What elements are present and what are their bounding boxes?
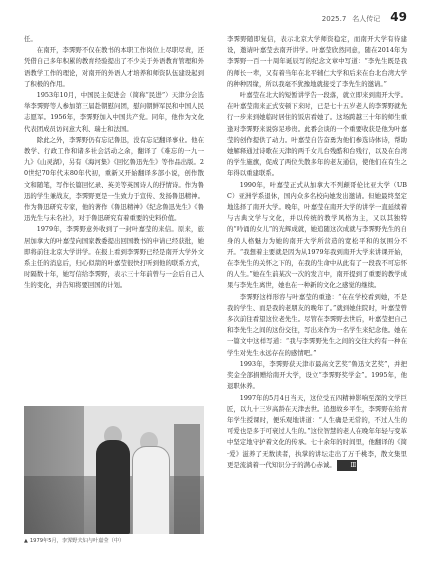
paragraph: 李霁野随即复信，表示北京大学师资稳定，而南开大学有待建设，邀请叶嘉莹去南开讲学。叶嘉莹欣然同意，随在2014年为李霁野一百一十周年诞辰写的纪念文章中写道：“李先生既是我的师长一辈，又有着当年在北平辅仁大学和后来在台北台湾大学的种种因缘，所以我毫不犹豫地就接受了李先生的邀请。” (227, 35, 407, 88)
photo-caption (24, 537, 124, 544)
page-number: 49 (390, 10, 407, 24)
paragraph: 李霁野这样形容与叶嘉莹的重逢：“在在学校看到她，不是我的学生、而是我的老朋友的晚年了。”就到她住院时，叶嘉莹曾多次前往看望这位老先生。尽管在李霁野去世后，叶嘉莹把自己和李先生之间的这份交往，写出来作为一名学生来纪念他。她在一篇文中这样写道：“我与李霁野先生之间的交往大约有一种在学生对先生永远存在的感情吧。” (227, 292, 407, 357)
paragraph: 1993年，李霁野获天津市最高文艺奖“鲁迅文艺奖”，并把奖金全部捐赠给南开大学，设立“李霁野奖学金”。1995年，他退职休养。 (227, 359, 407, 391)
right-column (227, 34, 407, 471)
paragraph: 任。 (24, 35, 37, 43)
paragraph-last (227, 393, 407, 471)
caption-text: 1979年5月，李霁野夫妇与叶嘉莹（中） (29, 538, 125, 544)
magazine-name: 名人传记 (352, 15, 381, 23)
photo-door (174, 424, 200, 534)
page-header (322, 10, 407, 24)
person-figure (96, 440, 130, 534)
end-mark-icon: Ⅲ (337, 460, 358, 471)
paragraph: 1953年10月，中国民主促进会（简称“民进”）天津分会选举李霁野等人参加第三届赴朝慰问团，慰问朝鲜军民和中国人民志愿军。1956年，李霁野加入中国共产党。同年，他作为文化代表团成员访问意大利、瑞士和法国。 (24, 91, 204, 133)
paragraph: 叶嘉莹在北大的短暂讲学告一段落，就立即来到南开大学。在叶嘉莹南来正式安顿下来时，已是七十五岁老人的李霁野就先行一步来到她临时居住的饭店看她了。这场跨越三十年的师生重逢对李霁野来说弥足珍贵。此番会谈的一个重要收获是他为叶嘉莹的创作提供了动力。叶嘉莹自告奋勇为他们参选诗体诗，帮助她解释通过诗歌在天津的两千女儿台残酷和台残行，以及在台湾的学生施旗，促成了两位失散多年的老友通信，使他们在有生之年得以重建联系。 (227, 91, 407, 178)
triangle-icon: ▲ (24, 538, 28, 544)
issue-number: 2025.7 (321, 15, 347, 23)
paragraph-text: 1997年的5月4日当天，这位受五四精神影响至深的文学巨匠，以九十三岁高龄在天津去世。追想故乡平生，李霁野在给青年学生授课时，便乐观地讲道：“人生确是无常的，不过人生的可爱也是多于可衰过人生的。”这位智慧的老人在晚年年轻与变革中坚定地守护着文化的传承。七十余年的时间里，他翻译的《简·爱》滋养了无数读者，执掌的讲坛走出了万千桃李，散文集里更是流淌着一代知识分子的满心赤诚。 (227, 393, 407, 469)
historical-photo (24, 406, 204, 534)
left-column (24, 34, 204, 292)
photo-tree (24, 406, 84, 534)
paragraph: 在南开，李霁野不仅在教书的本职工作岗位上尽职尽责，还凭借自己多年积累的教育经验提出了不少关于外语教育管理和外语教学工作的理论，对南开的外语人才培养和师资队伍建设起到了积极的作用。 (24, 46, 204, 88)
paragraph: 1990年，叶嘉莹正式从加拿大不列颠哥伦比亚大学（UBC）亚洲学系退休，国内众多名校向她发出邀请。但她最终坚定地选择了南开大学。晚年，叶嘉莹在南开大学的讲学一直延续着与古典文学与文化，并以传统的教学风格为主，又以其独特的“吟诵的女儿”的光辉成就，她追随这次成就与李霁野先生的自身的人格魅力为她的南开大学所营造的宽松平和的氛围分不开。“我想着主要就是因为从1979年我到南开大学来讲课开始，在李先生的关怀之下的，在我的生命中从此有了一段我不可忘怀的人生。”她在生前某次一次的发言中，南开提到了重要的教学成果与李先生离世，她也在一种新的文化之感觉的继续。 (227, 180, 407, 290)
paragraph: 1979年，李霁野意外收到了一封叶嘉莹的来信。原来，旅居加拿大的叶嘉莹向国家教委提出回国教书的申请已经获批，她即将前往北京大学讲学。在报上看到李霁野已经是南开大学外文系主任的消息后，归心似箭的叶嘉莹很快打听到他的联系方式，时隔数十年，她写信给李霁野，表示三十年前曾与一会后自己人生的变化，并告知将要回国的计划。 (24, 225, 204, 290)
paragraph: 除此之外，李霁野仍有忘记鲁迅，没有忘记翻译事业。他在教学、行政工作和诸多社会活动之余，翻译了《难忘的一九一九》《山灵湖》，另有《海河集》《回忆鲁迅先生》等作品出版。20世纪70年代末80年代初，重新又开始翻译多部小说，创作散文和随笔，写作长篇回忆录、英美等英国诗人的抒情诗。作为鲁迅的学生兼战友，李霁野更是一生致力于宣传、发扬鲁迅精神。作为鲁迅研究专家，他的著作《鲁迅精神》《纪念鲁迅先生》《鲁迅先生与未名社》，对于鲁迅研究有着重要的史料价值。 (24, 135, 204, 223)
person-figure (132, 446, 170, 534)
